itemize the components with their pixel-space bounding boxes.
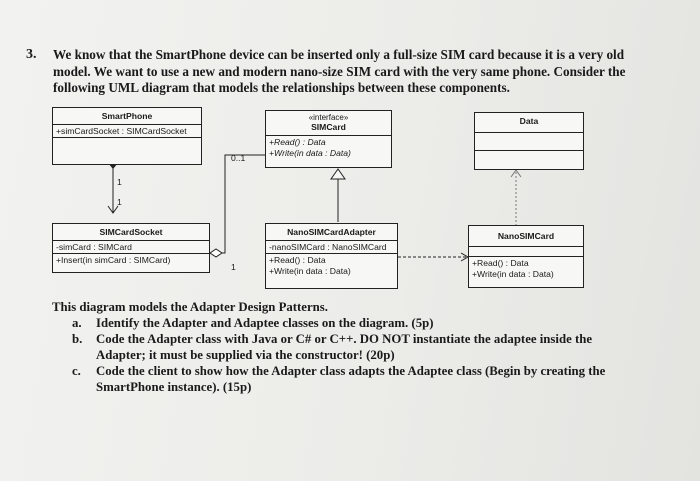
class-simcardsocket: [52, 223, 210, 273]
aggregation-line: [217, 155, 265, 253]
class-smartphone-ops: [53, 137, 201, 155]
class-smartphone-attr: +simCardSocket : SIMCardSocket: [53, 124, 201, 137]
question-number: 3.: [26, 47, 37, 62]
multiplicity-phone-end: 1: [117, 177, 122, 187]
class-smartphone-name: SmartPhone: [101, 111, 153, 121]
class-data-ops: [475, 150, 583, 164]
class-simcard-op-1: +Read() : Data: [266, 135, 391, 148]
class-data-attrs: [475, 132, 583, 150]
class-simcard-stereotype: «interface»: [308, 113, 349, 122]
class-simcardsocket-name: SIMCardSocket: [99, 227, 163, 237]
item-b-line-2: Adapter; it must be supplied via the constructor! (20p): [96, 348, 395, 362]
aggregation-diamond: [210, 249, 222, 257]
class-nanosimcardadapter: [265, 223, 398, 289]
item-b-line-1: Code the Adapter class with Java or C# or C++. DO NOT instantiate the adaptee inside the: [96, 332, 593, 346]
item-c-line-1: Code the client to show how the Adapter class adapts the Adaptee class (Begin by creating the: [96, 364, 606, 378]
class-nanosimcard-name: NanoSIMCard: [497, 231, 555, 241]
item-c-line-2: SmartPhone instance). (15p): [96, 380, 252, 394]
question-line-3: following UML diagram that models the relationships between these components.: [53, 80, 510, 95]
multiplicity-socket-end: 1: [117, 197, 122, 207]
class-smartphone: [52, 107, 202, 165]
class-nanosimcard-op-2: +Write(in data : Data): [472, 269, 554, 279]
class-data-name: Data: [519, 116, 539, 126]
question-line-2: model. We want to use a new and modern nano-size SIM card with the very same phone. Consider the: [53, 64, 626, 79]
item-c-letter: c.: [72, 364, 81, 378]
class-data: [474, 112, 584, 170]
class-simcard-name: SIMCard: [311, 122, 346, 132]
class-nanosimcard: [468, 225, 584, 288]
realization-triangle: [331, 169, 345, 179]
class-adapter-op-1: +Read() : Data: [266, 253, 397, 266]
item-a-letter: a.: [72, 316, 82, 330]
class-simcard: [265, 110, 392, 168]
class-simcard-op-2: +Write(in data : Data): [269, 148, 351, 158]
class-adapter-name: NanoSIMCardAdapter: [287, 227, 376, 237]
question-line-1: We know that the SmartPhone device can be inserted only a full-size SIM card because it is a very old: [53, 47, 625, 62]
multiplicity-simcard-end: 0..1: [231, 153, 246, 163]
class-adapter-attr: -nanoSIMCard : NanoSIMCard: [266, 240, 397, 253]
class-simcardsocket-op: +Insert(in simCard : SIMCard): [53, 253, 209, 266]
multiplicity-adapter-end: 1: [231, 262, 236, 272]
footer-intro: This diagram models the Adapter Design Patterns.: [52, 300, 328, 314]
item-b-letter: b.: [72, 332, 83, 346]
class-simcardsocket-attr: -simCard : SIMCard: [53, 240, 209, 253]
class-adapter-op-2: +Write(in data : Data): [269, 266, 351, 276]
class-nanosimcard-op-1: +Read() : Data: [469, 256, 583, 269]
class-nanosimcard-attrs: [469, 246, 583, 256]
item-a-line-1: Identify the Adapter and Adaptee classes on the diagram. (5p): [96, 316, 434, 330]
